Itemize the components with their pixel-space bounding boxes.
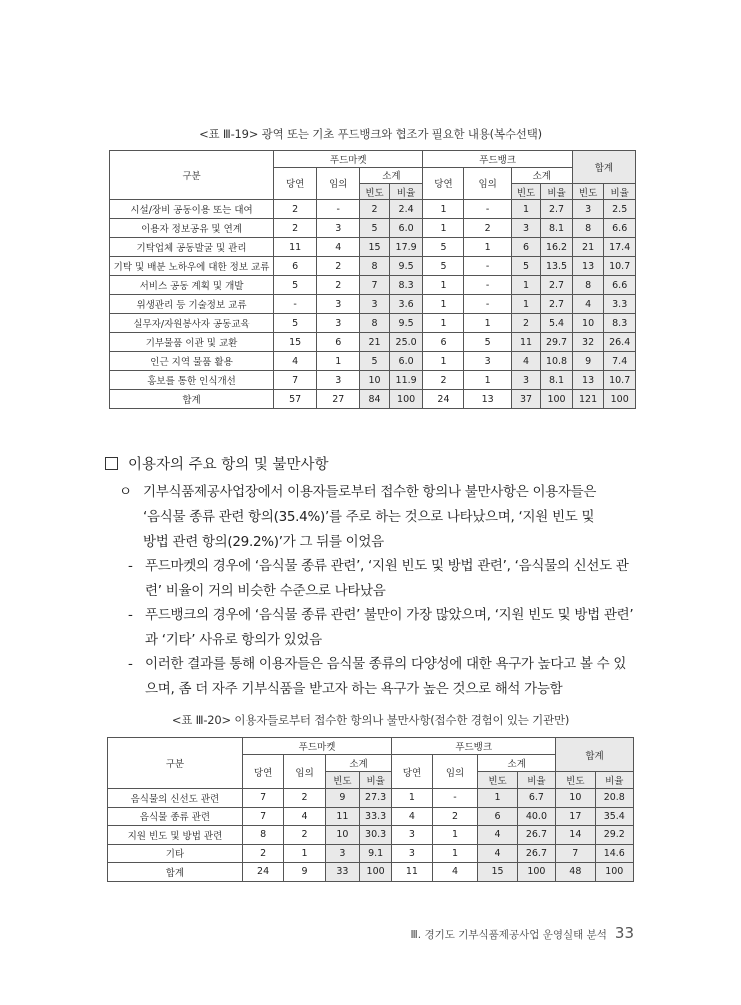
dash-item-3-line-1: 이러한 결과를 통해 이용자들은 음식물 종류의 다양성에 대한 욕구가 높다고 볼 수 있 xyxy=(145,656,627,672)
row-label: 합계 xyxy=(110,390,274,409)
table-cell: 5 xyxy=(511,257,540,276)
table-cell: 1 xyxy=(432,844,478,863)
table-cell: 1 xyxy=(423,295,464,314)
table-cell: 8 xyxy=(572,219,604,238)
table-cell: 1 xyxy=(464,238,511,257)
dash-item-2-line-2: 과 ‘기타’ 사유로 항의가 있었음 xyxy=(145,632,322,648)
table-cell: 2 xyxy=(317,276,360,295)
table-cell: 2.7 xyxy=(541,276,573,295)
table-cell: 100 xyxy=(389,390,423,409)
table-cell: 4 xyxy=(572,295,604,314)
table-cell: 7 xyxy=(360,276,389,295)
table-cell: 2 xyxy=(317,257,360,276)
table-cell: 5 xyxy=(274,276,317,295)
table-cell: - xyxy=(464,200,511,219)
table-cell: 7 xyxy=(274,371,317,390)
table-cell: 6 xyxy=(511,238,540,257)
table1 xyxy=(109,150,636,409)
table-row xyxy=(110,371,636,390)
row-label: 기부물품 이관 및 교환 xyxy=(110,333,274,352)
table-cell: 1 xyxy=(284,844,325,863)
table-cell: 10 xyxy=(572,314,604,333)
table-cell: 33.3 xyxy=(360,807,392,826)
row-label: 실무자/자원봉사자 공동교육 xyxy=(110,314,274,333)
table1-header-subtotal: 소계 xyxy=(511,167,572,184)
table-cell: 4 xyxy=(392,807,432,826)
row-label: 인근 지역 물품 활용 xyxy=(110,352,274,371)
table-cell: 2 xyxy=(511,314,540,333)
table-cell: 100 xyxy=(360,863,392,882)
table-cell: 13 xyxy=(572,371,604,390)
table2-header-given: 당연 xyxy=(392,755,432,789)
table-cell: 15 xyxy=(274,333,317,352)
table-cell: 2 xyxy=(464,219,511,238)
table-cell: 8.3 xyxy=(604,314,636,333)
dash-marker-1: - xyxy=(128,558,133,574)
table-cell: 15 xyxy=(360,238,389,257)
table-cell: 3 xyxy=(317,295,360,314)
table-cell: 3.6 xyxy=(389,295,423,314)
table-cell: 11 xyxy=(392,863,432,882)
table-cell: 5.4 xyxy=(541,314,573,333)
table-cell: 1 xyxy=(511,276,540,295)
table-cell: 9.5 xyxy=(389,314,423,333)
table2-header-subtotal: 소계 xyxy=(478,755,556,772)
table-cell: 3 xyxy=(511,219,540,238)
table-cell: 1 xyxy=(511,295,540,314)
table-cell: 100 xyxy=(604,390,636,409)
table-row xyxy=(110,314,636,333)
bullet-marker: ㅇ xyxy=(119,484,132,500)
table-cell: 7 xyxy=(556,844,595,863)
table-cell: 24 xyxy=(242,863,283,882)
row-label: 음식물의 신선도 관련 xyxy=(108,789,243,808)
table-row xyxy=(110,295,636,314)
table-row xyxy=(110,219,636,238)
table-cell: 1 xyxy=(423,276,464,295)
table-cell: 25.0 xyxy=(389,333,423,352)
table-cell: 1 xyxy=(478,789,517,808)
table-cell: 3 xyxy=(317,314,360,333)
table2-header-ratio: 비율 xyxy=(360,772,392,789)
table-cell: 3 xyxy=(511,371,540,390)
table-row xyxy=(110,257,636,276)
table-cell: 3 xyxy=(392,844,432,863)
row-label: 기탁 및 배분 노하우에 대한 정보 교류 xyxy=(110,257,274,276)
table-cell: 100 xyxy=(517,863,555,882)
dash-item-1-line-1: 푸드마켓의 경우에 ‘음식물 종류 관련’, ‘지원 빈도 및 방법 관련’, ‘음식물의 신선도 관 xyxy=(145,558,629,574)
row-label: 시설/장비 공동이용 또는 대여 xyxy=(110,200,274,219)
table-cell: 11.9 xyxy=(389,371,423,390)
table-cell: 3 xyxy=(317,219,360,238)
page-number: 33 xyxy=(614,924,634,942)
table-cell: 1 xyxy=(423,200,464,219)
table-cell: 8 xyxy=(242,826,283,845)
table-cell: 2 xyxy=(242,844,283,863)
table-cell: 5 xyxy=(360,219,389,238)
row-label: 음식물 종류 관련 xyxy=(108,807,243,826)
table-cell: 2.4 xyxy=(389,200,423,219)
table2-header-freq: 빈도 xyxy=(325,772,359,789)
table-cell: 29.7 xyxy=(541,333,573,352)
table-cell: 100 xyxy=(541,390,573,409)
table-cell: 24 xyxy=(423,390,464,409)
table-cell: 5 xyxy=(423,257,464,276)
table1-header-ratio: 비율 xyxy=(389,184,423,200)
table-cell: 2.5 xyxy=(604,200,636,219)
table-cell: 2 xyxy=(360,200,389,219)
table-cell: 3 xyxy=(392,826,432,845)
table2-header-ratio: 비율 xyxy=(517,772,555,789)
table-cell: 32 xyxy=(572,333,604,352)
table1-header-ratio: 비율 xyxy=(541,184,573,200)
table1-header-given: 당연 xyxy=(274,167,317,200)
table-cell: 13.5 xyxy=(541,257,573,276)
table1-header-freq: 빈도 xyxy=(572,184,604,200)
table-cell: 6 xyxy=(478,807,517,826)
table-cell: 1 xyxy=(392,789,432,808)
row-label: 위생관리 등 기술정보 교류 xyxy=(110,295,274,314)
table-cell: 26.4 xyxy=(604,333,636,352)
table-cell: 8 xyxy=(572,276,604,295)
table-cell: 8 xyxy=(360,314,389,333)
table-cell: 17.9 xyxy=(389,238,423,257)
table-row xyxy=(108,844,634,863)
checkbox-square-icon xyxy=(105,457,118,470)
table1-header-total: 합계 xyxy=(572,151,635,184)
table-cell: 1 xyxy=(317,352,360,371)
table-cell: 10 xyxy=(556,789,595,808)
table-cell: 6.6 xyxy=(604,219,636,238)
table-cell: 2 xyxy=(274,200,317,219)
table-cell: 40.0 xyxy=(517,807,555,826)
table-cell: 4 xyxy=(432,863,478,882)
table-cell: 57 xyxy=(274,390,317,409)
table-cell: 10 xyxy=(325,826,359,845)
table-cell: 6 xyxy=(423,333,464,352)
table-cell: 10.7 xyxy=(604,257,636,276)
table-cell: 17.4 xyxy=(604,238,636,257)
table1-header-ratio: 비율 xyxy=(604,184,636,200)
row-label: 기탁업체 공동발굴 및 관리 xyxy=(110,238,274,257)
table-cell: 3 xyxy=(464,352,511,371)
table-cell: 3 xyxy=(360,295,389,314)
table2-header-freq: 빈도 xyxy=(478,772,517,789)
row-label: 서비스 공동 계획 및 개발 xyxy=(110,276,274,295)
table2-header-subtotal: 소계 xyxy=(325,755,391,772)
table-cell: 1 xyxy=(464,371,511,390)
table-row xyxy=(110,352,636,371)
dash-item-3-line-2: 으며, 좀 더 자주 기부식품을 받고자 하는 욕구가 높은 것으로 해석 가능함 xyxy=(145,681,563,697)
table2-header-optional: 임의 xyxy=(432,755,478,789)
table-cell: 33 xyxy=(325,863,359,882)
table-cell: 3 xyxy=(317,371,360,390)
table-cell: 5 xyxy=(274,314,317,333)
table2-header-freq: 빈도 xyxy=(556,772,595,789)
table2 xyxy=(107,737,634,882)
dash-item-1-line-2: 련’ 비율이 거의 비슷한 수준으로 나타났음 xyxy=(145,583,386,599)
table-cell: 5 xyxy=(360,352,389,371)
table-cell: 11 xyxy=(511,333,540,352)
table-cell: 7 xyxy=(242,807,283,826)
table-cell: 6.6 xyxy=(604,276,636,295)
table-cell: 5 xyxy=(464,333,511,352)
table-cell: 6 xyxy=(274,257,317,276)
table-cell: 2 xyxy=(423,371,464,390)
table2-header-foodbank: 푸드뱅크 xyxy=(392,738,556,755)
table2-header-given: 당연 xyxy=(242,755,283,789)
dash-marker-3: - xyxy=(128,656,133,672)
table-cell: 11 xyxy=(274,238,317,257)
table-cell: 4 xyxy=(317,238,360,257)
dash-item-2-line-1: 푸드뱅크의 경우에 ‘음식물 종류 관련’ 불만이 가장 많았으며, ‘지원 빈도 및 방법 관련’ xyxy=(145,607,634,623)
table-cell: - xyxy=(464,295,511,314)
table-cell: 16.2 xyxy=(541,238,573,257)
table-cell: 8 xyxy=(360,257,389,276)
table-total-row xyxy=(110,390,636,409)
table-cell: 30.3 xyxy=(360,826,392,845)
table-row xyxy=(108,807,634,826)
table-cell: 29.2 xyxy=(595,826,633,845)
table-row xyxy=(108,826,634,845)
table-cell: 26.7 xyxy=(517,844,555,863)
table-cell: 4 xyxy=(274,352,317,371)
table-cell: 9 xyxy=(572,352,604,371)
table-row xyxy=(110,238,636,257)
table1-header-optional: 임의 xyxy=(317,167,360,200)
table-cell: 9 xyxy=(284,863,325,882)
table-cell: 2 xyxy=(284,789,325,808)
table-cell: 84 xyxy=(360,390,389,409)
table-cell: 37 xyxy=(511,390,540,409)
table2-header-optional: 임의 xyxy=(284,755,325,789)
table1-caption: <표 Ⅲ-19> 광역 또는 기초 푸드뱅크와 협조가 필요한 내용(복수선택) xyxy=(199,127,542,141)
table-cell: 3.3 xyxy=(604,295,636,314)
table2-caption: <표 Ⅲ-20> 이용자들로부터 접수한 항의나 불만사항(접수한 경험이 있는 기관만) xyxy=(171,713,570,727)
table2-header-total: 합계 xyxy=(556,738,634,772)
table-cell: 121 xyxy=(572,390,604,409)
table-cell: 20.8 xyxy=(595,789,633,808)
table-cell: 1 xyxy=(423,219,464,238)
table-cell: - xyxy=(464,257,511,276)
table-cell: 3 xyxy=(325,844,359,863)
page-footer xyxy=(411,924,634,942)
table-cell: 100 xyxy=(595,863,633,882)
table-total-row xyxy=(108,863,634,882)
table-cell: 2 xyxy=(432,807,478,826)
paragraph-line-1: 기부식품제공사업장에서 이용자들로부터 접수한 항의나 불만사항은 이용자들은 xyxy=(143,484,597,500)
table1-header-category: 구분 xyxy=(110,151,274,200)
table1-header-given: 당연 xyxy=(423,167,464,200)
table-cell: 10.7 xyxy=(604,371,636,390)
table2-header-ratio: 비율 xyxy=(595,772,633,789)
section-heading-text: 이용자의 주요 항의 및 불만사항 xyxy=(128,457,329,473)
table-cell: - xyxy=(432,789,478,808)
table1-header-foodbank: 푸드뱅크 xyxy=(423,151,572,168)
table-row xyxy=(110,200,636,219)
table-cell: 4 xyxy=(478,826,517,845)
table-cell: 9.5 xyxy=(389,257,423,276)
row-label: 이용자 정보공유 및 연계 xyxy=(110,219,274,238)
table-cell: 1 xyxy=(423,314,464,333)
table1-body xyxy=(110,200,636,409)
section-heading xyxy=(105,453,329,474)
table-cell: 13 xyxy=(464,390,511,409)
paragraph-line-2: ‘음식물 종류 관련 항의(35.4%)’를 주로 하는 것으로 나타났으며, ‘지원 빈도 및 xyxy=(143,509,595,525)
table-cell: 6.0 xyxy=(389,219,423,238)
table-cell: 6.0 xyxy=(389,352,423,371)
table1-header-foodmarket: 푸드마켓 xyxy=(274,151,423,168)
table-cell: 2 xyxy=(284,826,325,845)
table-cell: 14 xyxy=(556,826,595,845)
table2-body xyxy=(108,789,634,882)
table-cell: 21 xyxy=(360,333,389,352)
dash-marker-2: - xyxy=(128,607,133,623)
table-row xyxy=(110,333,636,352)
table-cell: 9.1 xyxy=(360,844,392,863)
table2-header-category: 구분 xyxy=(108,738,243,789)
row-label: 홍보를 통한 인식개선 xyxy=(110,371,274,390)
footer-chapter-title: Ⅲ. 경기도 기부식품제공사업 운영실태 분석 xyxy=(410,929,607,941)
row-label: 합계 xyxy=(108,863,243,882)
table-cell: 13 xyxy=(572,257,604,276)
table-cell: 8.3 xyxy=(389,276,423,295)
table-cell: 8.1 xyxy=(541,371,573,390)
table-cell: 27 xyxy=(317,390,360,409)
table-cell: 2.7 xyxy=(541,295,573,314)
table-cell: 3 xyxy=(572,200,604,219)
table-cell: 6.7 xyxy=(517,789,555,808)
table-cell: 27.3 xyxy=(360,789,392,808)
table-cell: 6 xyxy=(317,333,360,352)
table-row xyxy=(108,789,634,808)
table-cell: 17 xyxy=(556,807,595,826)
table-cell: 4 xyxy=(478,844,517,863)
table1-header-freq: 빈도 xyxy=(511,184,540,200)
table-cell: 48 xyxy=(556,863,595,882)
table-cell: 1 xyxy=(511,200,540,219)
table-cell: 7 xyxy=(242,789,283,808)
table-cell: 10 xyxy=(360,371,389,390)
table2-header-foodmarket: 푸드마켓 xyxy=(242,738,391,755)
table-cell: - xyxy=(274,295,317,314)
table-cell: 4 xyxy=(511,352,540,371)
table-cell: 1 xyxy=(432,826,478,845)
row-label: 기타 xyxy=(108,844,243,863)
table-cell: 21 xyxy=(572,238,604,257)
table-cell: 1 xyxy=(464,314,511,333)
table-cell: 26.7 xyxy=(517,826,555,845)
paragraph-line-3: 방법 관련 항의(29.2%)’가 그 뒤를 이었음 xyxy=(143,534,384,550)
table-cell: 2 xyxy=(274,219,317,238)
table-cell: 9 xyxy=(325,789,359,808)
table1-header-freq: 빈도 xyxy=(360,184,389,200)
table-row xyxy=(110,276,636,295)
row-label: 지원 빈도 및 방법 관련 xyxy=(108,826,243,845)
table-cell: - xyxy=(317,200,360,219)
table-cell: 2.7 xyxy=(541,200,573,219)
table-cell: 11 xyxy=(325,807,359,826)
table-cell: 4 xyxy=(284,807,325,826)
table-cell: 14.6 xyxy=(595,844,633,863)
table-cell: 35.4 xyxy=(595,807,633,826)
table1-header-optional: 임의 xyxy=(464,167,511,200)
table-cell: 8.1 xyxy=(541,219,573,238)
table-cell: 7.4 xyxy=(604,352,636,371)
table-cell: 5 xyxy=(423,238,464,257)
table-cell: 10.8 xyxy=(541,352,573,371)
table-cell: 15 xyxy=(478,863,517,882)
table1-header-subtotal: 소계 xyxy=(360,167,423,184)
table-cell: - xyxy=(464,276,511,295)
table-cell: 1 xyxy=(423,352,464,371)
